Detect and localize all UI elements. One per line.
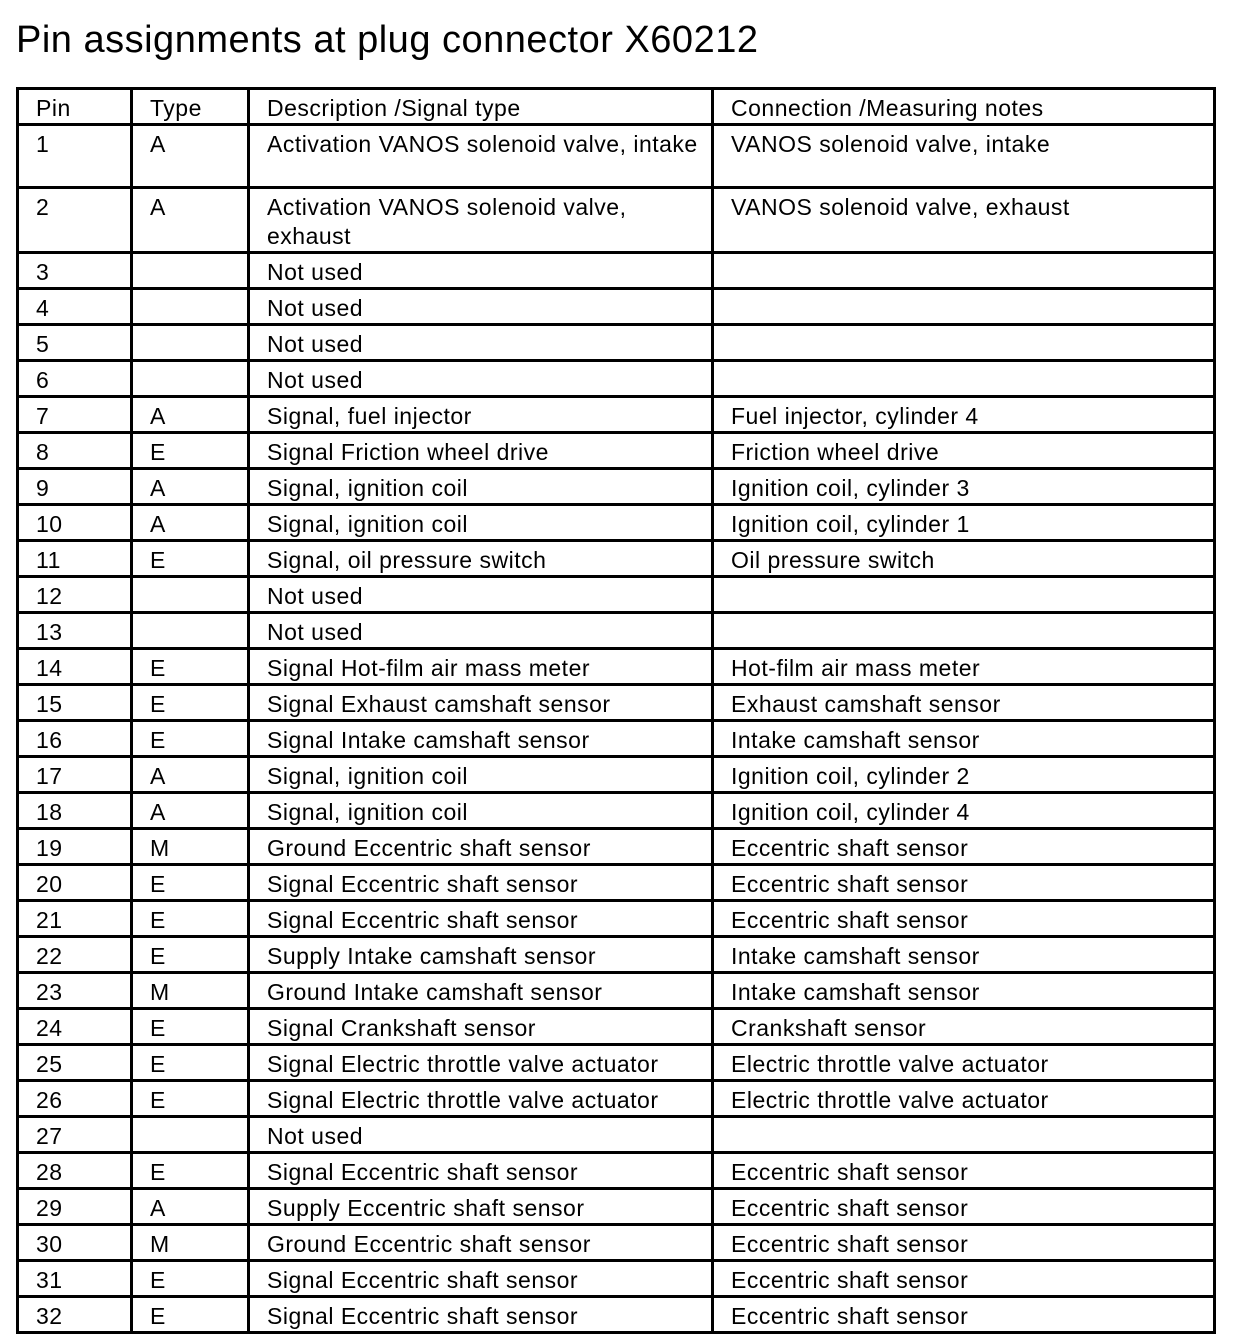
cell-connection [713,577,1215,613]
cell-description: Signal Intake camshaft sensor [249,721,713,757]
cell-description: Not used [249,253,713,289]
table-row [18,757,1215,793]
cell-description: Activation VANOS solenoid valve, exhaust [249,188,713,253]
cell-pin: 29 [18,1189,132,1225]
cell-pin: 8 [18,433,132,469]
table-row [18,125,1215,188]
cell-description: Not used [249,325,713,361]
cell-description: Signal, ignition coil [249,505,713,541]
cell-connection: Crankshaft sensor [713,1009,1215,1045]
table-row [18,1261,1215,1297]
cell-connection: Intake camshaft sensor [713,937,1215,973]
cell-connection: Hot-film air mass meter [713,649,1215,685]
cell-description: Signal Eccentric shaft sensor [249,901,713,937]
table-row [18,325,1215,361]
cell-connection [713,325,1215,361]
cell-connection: Friction wheel drive [713,433,1215,469]
table-row [18,685,1215,721]
header-connection: Connection /Measuring notes [713,89,1215,125]
cell-description: Not used [249,613,713,649]
cell-description: Not used [249,1117,713,1153]
table-row [18,1009,1215,1045]
cell-pin: 5 [18,325,132,361]
cell-description: Signal, oil pressure switch [249,541,713,577]
table-row [18,1189,1215,1225]
cell-type [132,325,249,361]
cell-pin: 16 [18,721,132,757]
cell-pin: 25 [18,1045,132,1081]
cell-connection: VANOS solenoid valve, exhaust [713,188,1215,253]
cell-pin: 4 [18,289,132,325]
table-row [18,541,1215,577]
cell-type: A [132,125,249,188]
cell-description: Supply Eccentric shaft sensor [249,1189,713,1225]
cell-pin: 10 [18,505,132,541]
cell-pin: 2 [18,188,132,253]
table-row [18,613,1215,649]
cell-connection: Ignition coil, cylinder 3 [713,469,1215,505]
cell-pin: 18 [18,793,132,829]
cell-type: E [132,541,249,577]
table-row [18,505,1215,541]
cell-connection [713,361,1215,397]
table-row [18,937,1215,973]
cell-connection [713,253,1215,289]
cell-connection: Electric throttle valve actuator [713,1081,1215,1117]
cell-description: Signal Electric throttle valve actuator [249,1081,713,1117]
cell-connection [713,289,1215,325]
cell-description: Signal, fuel injector [249,397,713,433]
cell-type: E [132,1261,249,1297]
table-row [18,1081,1215,1117]
table-row [18,1153,1215,1189]
table-row [18,469,1215,505]
cell-description: Activation VANOS solenoid valve, intake [249,125,713,188]
cell-description: Signal, ignition coil [249,469,713,505]
cell-type [132,613,249,649]
cell-pin: 7 [18,397,132,433]
cell-type: E [132,649,249,685]
cell-connection: Eccentric shaft sensor [713,901,1215,937]
cell-type: E [132,721,249,757]
cell-description: Signal Eccentric shaft sensor [249,1261,713,1297]
table-row [18,1117,1215,1153]
table-header-row [18,89,1215,125]
cell-type: E [132,1153,249,1189]
table-row [18,793,1215,829]
cell-pin: 3 [18,253,132,289]
cell-connection: Eccentric shaft sensor [713,1261,1215,1297]
cell-type [132,1117,249,1153]
cell-connection: Eccentric shaft sensor [713,829,1215,865]
cell-type [132,253,249,289]
cell-type [132,289,249,325]
cell-type: A [132,397,249,433]
table-row [18,433,1215,469]
cell-type: E [132,901,249,937]
page-title: Pin assignments at plug connector X60212 [16,19,759,61]
cell-pin: 11 [18,541,132,577]
cell-connection [713,1117,1215,1153]
cell-type: A [132,1189,249,1225]
cell-type: A [132,505,249,541]
cell-pin: 6 [18,361,132,397]
cell-pin: 12 [18,577,132,613]
cell-pin: 30 [18,1225,132,1261]
cell-type: M [132,829,249,865]
cell-type: E [132,1045,249,1081]
cell-type: E [132,685,249,721]
cell-description: Supply Intake camshaft sensor [249,937,713,973]
cell-pin: 14 [18,649,132,685]
cell-type [132,577,249,613]
cell-description: Ground Eccentric shaft sensor [249,829,713,865]
cell-connection: VANOS solenoid valve, intake [713,125,1215,188]
cell-connection: Eccentric shaft sensor [713,1189,1215,1225]
cell-connection: Electric throttle valve actuator [713,1045,1215,1081]
cell-type: A [132,793,249,829]
cell-description: Signal Crankshaft sensor [249,1009,713,1045]
cell-connection: Ignition coil, cylinder 2 [713,757,1215,793]
cell-connection: Eccentric shaft sensor [713,865,1215,901]
header-type: Type [132,89,249,125]
cell-type: A [132,188,249,253]
table-row [18,1297,1215,1333]
cell-pin: 32 [18,1297,132,1333]
cell-pin: 22 [18,937,132,973]
cell-pin: 24 [18,1009,132,1045]
cell-description: Ground Eccentric shaft sensor [249,1225,713,1261]
cell-pin: 31 [18,1261,132,1297]
cell-description: Ground Intake camshaft sensor [249,973,713,1009]
cell-description: Not used [249,361,713,397]
cell-type [132,361,249,397]
cell-connection: Eccentric shaft sensor [713,1153,1215,1189]
table-row [18,253,1215,289]
cell-pin: 13 [18,613,132,649]
cell-connection: Intake camshaft sensor [713,721,1215,757]
cell-pin: 19 [18,829,132,865]
cell-type: E [132,937,249,973]
cell-connection: Ignition coil, cylinder 1 [713,505,1215,541]
cell-description: Not used [249,577,713,613]
table-row [18,721,1215,757]
cell-pin: 9 [18,469,132,505]
table-row [18,397,1215,433]
table-row [18,188,1215,253]
cell-connection: Intake camshaft sensor [713,973,1215,1009]
cell-pin: 26 [18,1081,132,1117]
cell-type: A [132,469,249,505]
cell-connection: Oil pressure switch [713,541,1215,577]
table-row [18,829,1215,865]
cell-description: Signal Exhaust camshaft sensor [249,685,713,721]
cell-pin: 1 [18,125,132,188]
table-row [18,1045,1215,1081]
cell-type: A [132,757,249,793]
cell-connection: Ignition coil, cylinder 4 [713,793,1215,829]
cell-description: Signal Hot-film air mass meter [249,649,713,685]
table-row [18,361,1215,397]
cell-connection: Exhaust camshaft sensor [713,685,1215,721]
cell-type: M [132,973,249,1009]
cell-pin: 21 [18,901,132,937]
cell-description: Signal Eccentric shaft sensor [249,865,713,901]
cell-type: E [132,433,249,469]
cell-pin: 20 [18,865,132,901]
cell-connection: Eccentric shaft sensor [713,1297,1215,1333]
header-description: Description /Signal type [249,89,713,125]
cell-type: M [132,1225,249,1261]
cell-description: Signal Eccentric shaft sensor [249,1297,713,1333]
table-row [18,973,1215,1009]
cell-connection [713,613,1215,649]
cell-type: E [132,1081,249,1117]
table-row [18,1225,1215,1261]
cell-description: Signal, ignition coil [249,793,713,829]
cell-pin: 23 [18,973,132,1009]
pin-assignment-table [16,87,1216,1334]
cell-type: E [132,1297,249,1333]
header-pin: Pin [18,89,132,125]
cell-description: Signal Eccentric shaft sensor [249,1153,713,1189]
cell-pin: 27 [18,1117,132,1153]
cell-type: E [132,865,249,901]
table-row [18,865,1215,901]
cell-pin: 17 [18,757,132,793]
table-row [18,901,1215,937]
cell-connection: Fuel injector, cylinder 4 [713,397,1215,433]
cell-pin: 15 [18,685,132,721]
cell-description: Not used [249,289,713,325]
cell-type: E [132,1009,249,1045]
cell-connection: Eccentric shaft sensor [713,1225,1215,1261]
table-row [18,649,1215,685]
cell-description: Signal Electric throttle valve actuator [249,1045,713,1081]
table-row [18,289,1215,325]
cell-pin: 28 [18,1153,132,1189]
table-row [18,577,1215,613]
cell-description: Signal Friction wheel drive [249,433,713,469]
cell-description: Signal, ignition coil [249,757,713,793]
